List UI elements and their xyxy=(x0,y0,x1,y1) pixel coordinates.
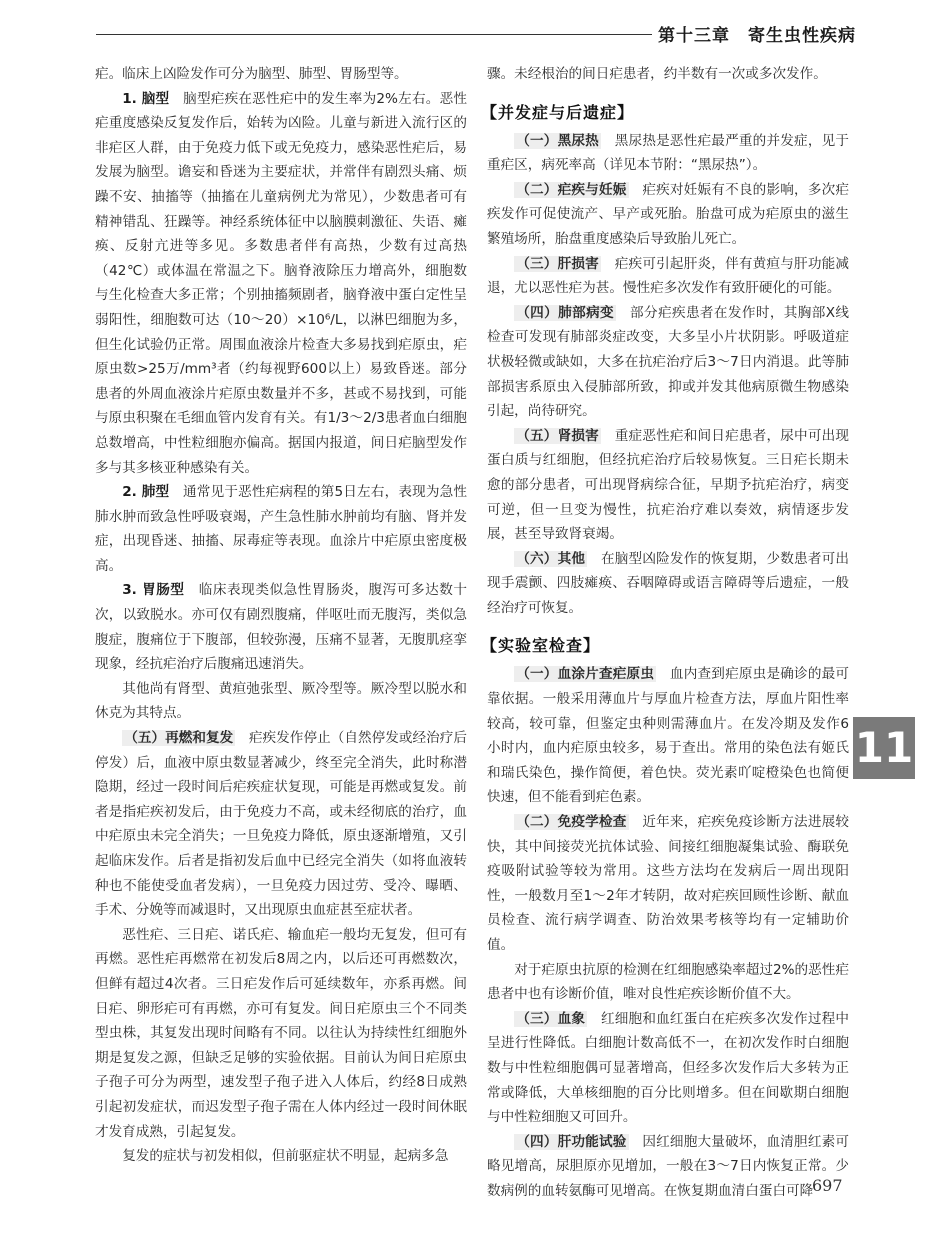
paragraph xyxy=(487,1130,849,1204)
page-number: 697 xyxy=(812,1176,843,1195)
section-heading: 【实验室检查】 xyxy=(481,636,601,656)
paragraph xyxy=(487,424,849,547)
paragraph-text: 红细胞和血红蛋白在疟疾多次发作过程中呈进行性降低。白细胞计数高低不一，在初次发作时白细胞数与中性粒细胞偶可显著增高，但经多次发作后大多转为正常或降低，大单核细胞的百分比则增多。但在间歇期白细胞与中性粒细胞又可回升。 xyxy=(487,1010,850,1126)
paragraph xyxy=(487,810,849,958)
subheading: （一）黑尿热 xyxy=(516,132,599,149)
paragraph-text: 脑型疟疾在恶性疟中的发生率为2%左右。恶性疟重度感染反复发作后，始转为凶险。儿童与新进入流行区的非疟区人群，由于免疫力低下或无免疫力，感染恶性疟后，易发展为脑型。谵妄和昏迷为主要症状，并常伴有剧烈头痛、烦躁不安、抽搐等（抽搐在儿童病例尤为常见），少数患者可有精神错乱、狂躁等。神经系统体征中以脑膜刺激征、失语、瘫痪、反射亢进等多见。多数患者伴有高热，少数有过高热（42℃）或体温在常温之下。脑脊液除压力增高外，细胞数与生化检查大多正常；个别抽搐频剧者，脑脊液中蛋白定性呈弱阳性，细胞数可达（10～20）×10⁶/L，以淋巴细胞为多，但生化试验仍正常。周围血液涂片检查大多易找到疟原虫，疟原虫数>25万/mm³者（约每视野600以上）易致昏迷。部分患者的外周血液涂片疟原虫数量并不多，甚或不易找到，可能与原虫积聚在毛细血管内发育有关。有1/3～2/3患者血白细胞总数增高，中性粒细胞亦偏高。据国内报道，间日疟脑型发作多与其多核亚种感染有关。 xyxy=(95,90,467,476)
paragraph-text: 疟疾发作停止（自然停发或经治疗后停发）后，血液中原虫数显著减少，终至完全消失，此时称潜隐期，经过一段时间后疟疾症状复现，可能是再燃或复发。前者是指疟疾初发后，由于免疫力不高，或未经彻底的治疗，血中疟原虫未完全消失；一旦免疫力降低，原虫逐渐增殖，又引起临床发作。后者是指初发后血中已经完全消失（如将血液转种也不能使受血者发病），一旦免疫力因过劳、受冷、曝晒、手术、分娩等而减退时，又出现原虫血症甚至症状者。 xyxy=(95,730,468,919)
paragraph xyxy=(487,252,849,301)
paragraph-text: 通常见于恶性疟病程的第5日左右，表现为急性肺水肿而致急性呼吸衰竭，产生急性肺水肿前均有脑、肾并发症，出现昏迷、抽搐、尿毒症等表现。血涂片中疟原虫密度极高。 xyxy=(95,484,468,574)
right-column xyxy=(481,62,850,1204)
subheading: （五）再燃和复发 xyxy=(124,730,234,747)
paragraph xyxy=(487,178,849,252)
subheading: （四）肺部病变 xyxy=(516,304,615,321)
paragraph-text: 因红细胞大量破坏，血清胆红素可略见增高，尿胆原亦见增加，一般在3～7日内恢复正常。少数病例的血转氨酶可见增高。在恢复期血清白蛋白可降 xyxy=(487,1133,850,1199)
subheading: （六）其他 xyxy=(516,550,586,567)
subheading: （三）血象 xyxy=(516,1010,586,1027)
left-column xyxy=(95,62,467,1169)
paragraph-text: 血内查到疟原虫是确诊的最可靠依据。一般采用薄血片与厚血片检查方法，厚血片阳性率较高，较可靠，但鉴定虫种则需薄血片。在发冷期及发作6小时内，血内疟原虫较多，易于查出。常用的染色法有姬氏和瑞氏染色，操作简便，着色快。荧光素吖啶橙染色也简便快速，但不能看到疟色素。 xyxy=(487,666,850,806)
subheading: （三）肝损害 xyxy=(516,255,599,272)
paragraph-text: 重症恶性疟和间日疟患者，尿中可出现蛋白质与红细胞，但经抗疟治疗后较易恢复。三日疟长期未愈的部分患者，可出现肾病综合征，早期予抗疟治疗，病变可逆，但一旦变为慢性，抗疟治疗难以奏效，病情逐步发展，甚至导致肾衰竭。 xyxy=(487,427,850,543)
subheading: （二）免疫学检查 xyxy=(516,814,627,831)
subheading: 2. 肺型 xyxy=(122,484,170,501)
paragraph xyxy=(95,726,467,923)
paragraph-text: 临床表现类似急性胃肠炎，腹泻可多达数十次，以致脱水。亦可仅有剧烈腹痛，伴呕吐而无腹泻，类似急腹症，腹痛位于下腹部，但较弥漫，压痛不显著，无腹肌痉挛现象，经抗疟治疗后腹痛迅速消失。 xyxy=(95,582,468,673)
subheading: 3. 胃肠型 xyxy=(122,582,185,599)
paragraph: 复发的症状与初发相似，但前驱症状不明显，起病多急 xyxy=(122,1148,449,1165)
subheading: （五）肾损害 xyxy=(516,427,599,444)
chapter-tab: 11 xyxy=(853,717,915,779)
paragraph-text: 疟疾对妊娠有不良的影响，多次疟疾发作可促使流产、早产或死胎。胎盘可成为疟原虫的滋生繁殖场所，胎盘重度感染后导致胎儿死亡。 xyxy=(487,181,850,247)
paragraph: 骤。未经根治的间日疟患者，约半数有一次或多次发作。 xyxy=(487,66,827,82)
paragraph xyxy=(95,87,467,481)
paragraph xyxy=(487,129,849,178)
paragraph-text: 黑尿热是恶性疟最严重的并发症，见于重疟区，病死率高（详见本节附：“黑尿热”）。 xyxy=(487,132,850,174)
paragraph-text: 在脑型凶险发作的恢复期，少数患者可出现手震颤、四肢瘫痪、吞咽障碍或语言障碍等后遗症，一般经治疗可恢复。 xyxy=(487,550,850,616)
paragraph xyxy=(487,1007,849,1130)
paragraph: 疟。临床上凶险发作可分为脑型、肺型、胃肠型等。 xyxy=(95,66,408,82)
paragraph: 恶性疟、三日疟、诺氏疟、输血疟一般均无复发，但可有再燃。恶性疟再燃常在初发后8周之内，以后还可再燃数次，但鲜有超过4次者。三日疟发作后可延续数年，亦系再燃。间日疟、卵形疟可有再燃，亦可有复发。间日疟原虫三个不同类型虫株，其复发出现时间略有不同。以往认为持续性红细胞外期是复发之源，但缺乏足够的实验依据。目前认为间日疟原虫子孢子可分为两型，速发型子孢子进入人体后，约经8日成熟引起初发症状，而迟发型子孢子需在人体内经过一段时间休眠才发育成熟，引起复发。 xyxy=(95,926,467,1140)
subheading: （一）血涂片查疟原虫 xyxy=(516,666,655,683)
paragraph xyxy=(95,578,467,676)
header-rule xyxy=(96,34,652,35)
section-heading: 【并发症与后遗症】 xyxy=(481,102,635,122)
paragraph-text: 疟疾可引起肝炎，伴有黄疸与肝功能减退，尤以恶性疟为甚。慢性疟多次发作有致肝硬化的可能。 xyxy=(487,255,850,297)
subheading: 1. 脑型 xyxy=(122,90,170,107)
paragraph-text: 近年来，疟疾免疫诊断方法进展较快，其中间接荧光抗体试验、间接红细胞凝集试验、酶联免疫吸附试验等较为常用。这些方法均在发病后一周出现阳性，一般数月至1～2年才转阴，故对疟疾回顾性诊断、献血员检查、流行病学调查、防治效果考核等均有一定辅助价值。 xyxy=(487,814,850,953)
paragraph xyxy=(487,301,849,424)
paragraph: 对于疟原虫抗原的检测在红细胞感染率超过2%的恶性疟患者中也有诊断价值，唯对良性疟疾诊断价值不大。 xyxy=(487,961,849,1003)
paragraph: 其他尚有肾型、黄疸弛张型、厥冷型等。厥冷型以脱水和休克为其特点。 xyxy=(95,680,467,722)
subheading: （二）疟疾与妊娠 xyxy=(516,181,627,198)
paragraph xyxy=(487,547,849,621)
running-header: 第十三章 寄生虫性疾病 xyxy=(658,26,856,46)
subheading: （四）肝功能试验 xyxy=(516,1133,627,1150)
paragraph-text: 部分疟疾患者在发作时，其胸部X线检查可发现有肺部炎症改变，大多呈小片状阴影。呼吸道症状极轻微或缺如，大多在抗疟治疗后3～7日内消退。此等肺部损害系原虫入侵肺部所致，抑或并发其他病原微生物感染引起，尚待研究。 xyxy=(487,304,850,420)
paragraph xyxy=(487,662,849,810)
paragraph xyxy=(95,480,467,578)
